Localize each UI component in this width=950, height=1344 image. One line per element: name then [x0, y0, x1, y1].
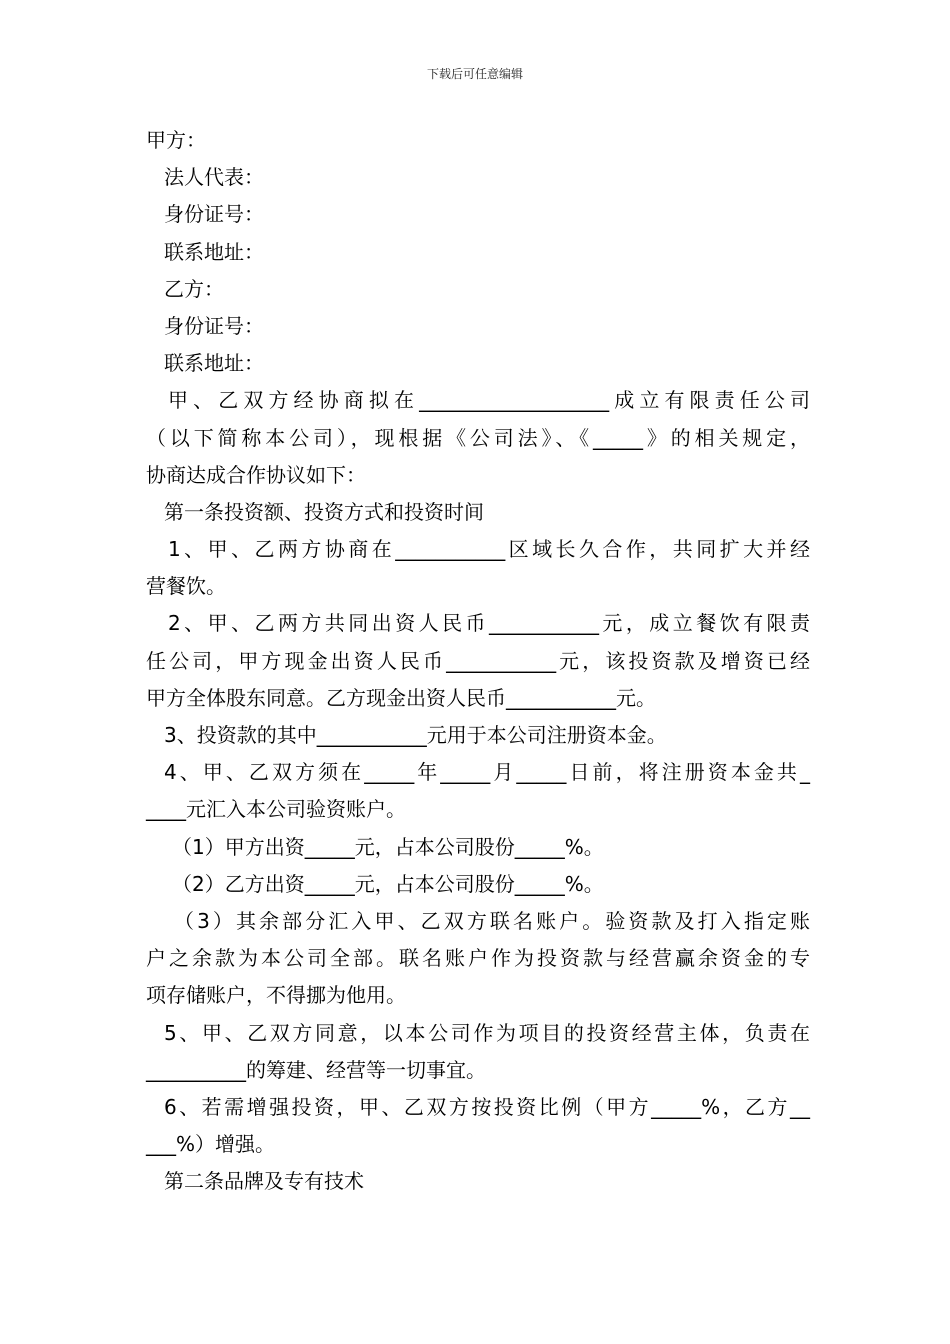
clause-line: __________的筹建、经营等一切事宜。: [146, 1057, 486, 1082]
clause-line: 6、若需增强投资，甲、乙双方按投资比例（甲方_____%，乙方__: [164, 1094, 810, 1119]
clause-line: 营餐饮。: [146, 574, 226, 599]
party-a-label: 甲方：: [146, 128, 206, 152]
preamble-line: （以下简称本公司），现根据《公司法》、《_____》的相关规定，: [146, 425, 810, 450]
clause-line: 3、投资款的其中___________元用于本公司注册资本金。: [164, 723, 667, 747]
preamble-line: 甲、乙双方经协商拟在___________________成立有限责任公司: [168, 388, 810, 413]
sub-clause-line: 项存储账户，不得挪为他用。: [146, 983, 406, 1008]
id-number-field: 身份证号：: [164, 202, 264, 227]
legal-rep-field: 法人代表：: [164, 165, 264, 190]
sub-clause-line: （1）甲方出资_____元，占本公司股份_____%。: [172, 834, 604, 859]
page-header-note: 下载后可任意编辑: [426, 67, 523, 81]
address-field: 联系地址：: [164, 239, 264, 264]
sub-clause-line: 户之余款为本公司全部。联名账户作为投资款与经营赢余资金的专: [146, 946, 810, 971]
clause-line: 甲方全体股东同意。乙方现金出资人民币___________元。: [146, 685, 656, 710]
clause-line: ____元汇入本公司验资账户。: [146, 797, 406, 822]
clause-line: 任公司，甲方现金出资人民币___________元，该投资款及增资已经: [146, 648, 810, 673]
id-number-field: 身份证号：: [164, 313, 264, 338]
preamble-line: 协商达成合作协议如下：: [146, 462, 366, 487]
clause-line: ___%）增强。: [146, 1132, 276, 1157]
party-b-label: 乙方：: [164, 276, 224, 301]
sub-clause-line: （2）乙方出资_____元，占本公司股份_____%。: [172, 871, 604, 896]
clause-line: 4、甲、乙双方须在_____年_____月_____日前，将注册资本金共_: [164, 760, 810, 785]
article-heading: 第二条品牌及专有技术: [164, 1169, 364, 1194]
clause-line: 1、甲、乙两方协商在___________区域长久合作，共同扩大并经: [168, 537, 810, 562]
article-heading: 第一条投资额、投资方式和投资时间: [164, 499, 484, 524]
clause-line: 2、甲、乙两方共同出资人民币___________元，成立餐饮有限责: [168, 611, 810, 636]
contract-body: [146, 122, 810, 1200]
sub-clause-line: （3）其余部分汇入甲、乙双方联名账户。验资款及打入指定账: [174, 908, 810, 933]
clause-line: 5、甲、乙双方同意，以本公司作为项目的投资经营主体，负责在: [164, 1020, 810, 1045]
address-field: 联系地址：: [164, 351, 264, 376]
